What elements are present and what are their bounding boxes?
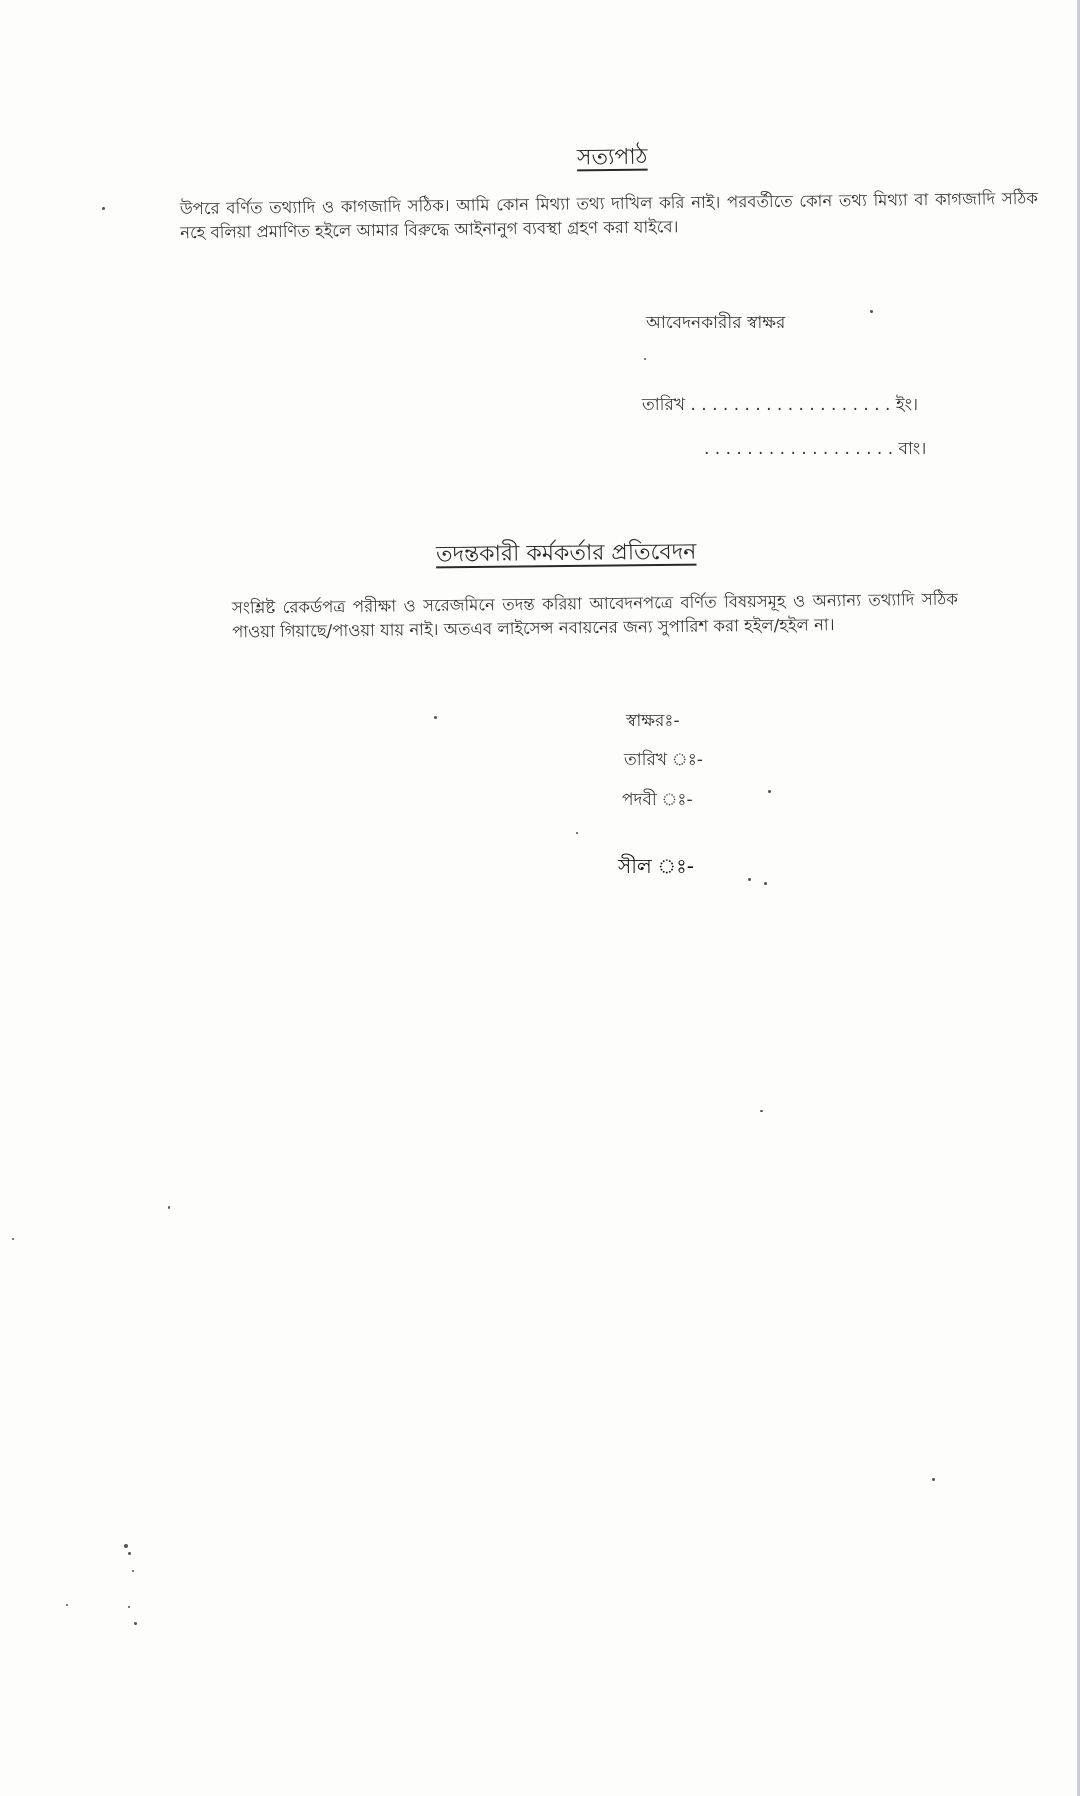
report-designation-label: পদবী ঃ- xyxy=(622,790,693,810)
scan-speck xyxy=(644,358,646,360)
report-signature-label: স্বাক্ষরঃ- xyxy=(626,711,680,731)
scan-speck xyxy=(12,1238,14,1240)
scan-speck xyxy=(102,207,105,210)
scan-speck xyxy=(128,1606,130,1608)
scan-speck xyxy=(434,716,437,719)
scan-speck xyxy=(870,310,873,313)
scan-speck xyxy=(932,1478,935,1481)
scan-speck xyxy=(168,1206,170,1209)
oath-date-bangla-line: . . . . . . . . . . . . . . . . . . বাং। xyxy=(704,439,927,459)
report-heading: তদন্তকারী কর্মকর্তার প্রতিবেদন xyxy=(435,539,697,568)
scan-speck xyxy=(132,1570,134,1572)
applicant-signature-label: আবেদনকারীর স্বাক্ষর xyxy=(646,313,786,333)
report-seal-label: সীল ঃ- xyxy=(618,854,694,878)
scan-speck xyxy=(768,790,771,793)
report-date-label: তারিখ ঃ- xyxy=(624,750,703,770)
scan-speck xyxy=(748,878,751,881)
scan-speck xyxy=(128,1552,131,1555)
oath-heading: সত্যপাঠ xyxy=(576,144,648,171)
scan-speck xyxy=(124,1544,128,1548)
scan-speck xyxy=(576,832,578,834)
scan-speck xyxy=(134,1622,137,1625)
scan-speck xyxy=(66,1604,68,1606)
scan-speck xyxy=(760,1110,763,1112)
oath-date-line: তারিখ . . . . . . . . . . . . . . . . . . . ইং। xyxy=(642,395,919,415)
scan-speck xyxy=(764,882,767,885)
report-paragraph: সংশ্লিষ্ট রেকর্ডপত্র পরীক্ষা ও সরেজমিনে তদন্ত করিয়া আবেদনপত্রে বর্ণিত বিষয়সমূহ ও অন্যান্য তথ্যাদি সঠিক পাওয়া গিয়াছে/পাওয়া যায় নাই। অতএব লাইসেন্স নবায়নের জন্য সুপারিশ করা হইল/হইল না। xyxy=(231,589,958,642)
oath-paragraph: উপরে বর্ণিত তথ্যাদি ও কাগজাদি সঠিক। আমি কোন মিথ্যা তথ্য দাখিল করি নাই। পরবর্তীতে কোন তথ্য মিথ্যা বা কাগজাদি সঠিক নহে বলিয়া প্রমাণিত হইলে আমার বিরুদ্ধে আইনানুগ ব্যবস্থা গ্রহণ করা যাইবে। xyxy=(179,188,1038,243)
